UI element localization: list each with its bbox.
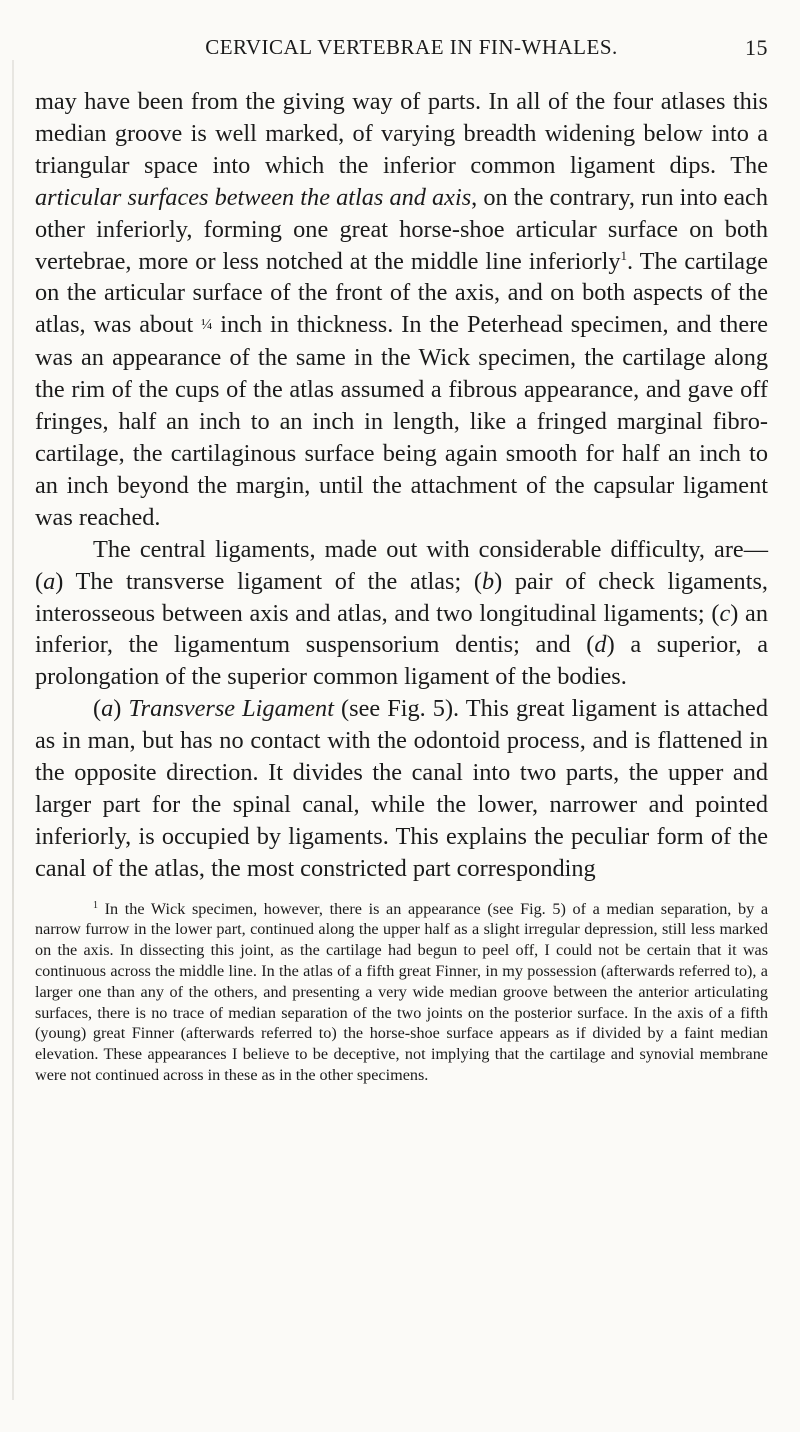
footnote-text: In the Wick specimen, however, there is an appearance (see Fig. 5) of a median separation, by a narrow furrow in the lower part, continued along the upper half as a slight irregular depression, still less marked on the axis. In dissecting this joint, as the cartilage had begun to peel off, I could not be certain that it was continuous across the middle line. In the atlas of a fifth great Finner, in my possession (afterwards referred to), a larger one than any of the others, and presenting a very wide median groove between the anterior articulating surfaces, there is no trace of median separation of the two joints on the posterior surface. In the axis of a fifth (young) great Finner (afterwards referred to) the horse-shoe surface appears as if divided by a faint median elevation. These appearances I believe to be deceptive, not implying that the cartilage and synovial membrane were not continued across in these as in the other specimens.: [35, 899, 769, 1085]
paragraph-1: [35, 86, 768, 534]
running-header: [35, 30, 768, 72]
footnote-number: 1: [93, 899, 98, 911]
book-page: [35, 30, 768, 1086]
p2-text-3: ) pair of check ligaments, interosseous between axis and atlas, and two longitudinal ligaments; (: [35, 567, 768, 627]
p1-italic-phrase: articular surfaces between the atlas and axis: [35, 183, 472, 211]
page-margin-shadow: [12, 60, 14, 1400]
running-title: CERVICAL VERTEBRAE IN FIN-WHALES.: [205, 35, 618, 59]
p2-text-1: The central ligaments, made out with considerable difficulty, are—(: [35, 535, 768, 595]
body-text: [35, 86, 768, 885]
p3-text-2: ): [113, 695, 129, 723]
p3-text-3: (see Fig. 5). This great ligament is attached as in man, but has no contact with the odontoid process, and is flattened in the opposite direction. It divides the canal into two parts, the upper and larger part for the spinal canal, while the lower, narrower and pointed inferiorly, is occupied by ligaments. This explains the peculiar form of the canal of the atlas, the most constricted part corresponding: [35, 695, 768, 882]
p2-text-2: ) The transverse ligament of the atlas; (: [55, 567, 482, 595]
p1-text-1: may have been from the giving way of parts. In all of the four atlases this median groove is well marked, of varying breadth widening below into a triangular space into which the inferior common ligament dips. The: [35, 88, 768, 179]
p1-text-4: inch in thickness. In the Peterhead specimen, and there was an appearance of the same in the Wick specimen, the cartilage along the rim of the cups of the atlas assumed a fibrous appearance, and gave off fringes, half an inch to an inch in length, like a fringed marginal fibro-cartilage, the cartilaginous surface being again smooth for half an inch to an inch beyond the margin, until the attachment of the capsular ligament was reached.: [35, 311, 768, 531]
footnote-1: [35, 899, 768, 1086]
p2-letter-b: b: [481, 567, 495, 595]
footnote-reference[interactable]: 1: [620, 247, 628, 263]
p2-letter-c: c: [719, 599, 731, 627]
p1-text-2: , on the contrary, run into each other inferiorly, forming one great horse-shoe articular surface on both vertebrae, more or less notched at the middle line inferiorly: [35, 183, 768, 275]
paragraph-2: [35, 534, 768, 694]
p3-section-heading: Transverse Ligament: [128, 695, 334, 723]
paragraph-3: [35, 693, 768, 884]
fraction-quarter: ¼: [201, 317, 213, 334]
page-number: 15: [745, 35, 768, 60]
p1-text-3: . The cartilage on the articular surface of the front of the axis, and on both aspects of the atlas, was about: [35, 247, 768, 339]
p3-letter-a: a: [101, 695, 114, 723]
p3-text-1: (: [93, 695, 102, 723]
p2-letter-a: a: [43, 567, 56, 595]
footnotes: [35, 899, 768, 1086]
p2-letter-d: d: [594, 631, 607, 659]
p2-text-5: ) a superior, a prolongation of the superior common ligament of the bodies.: [35, 631, 768, 691]
p2-text-4: ) an inferior, the ligamentum suspensorium dentis; and (: [35, 599, 768, 659]
